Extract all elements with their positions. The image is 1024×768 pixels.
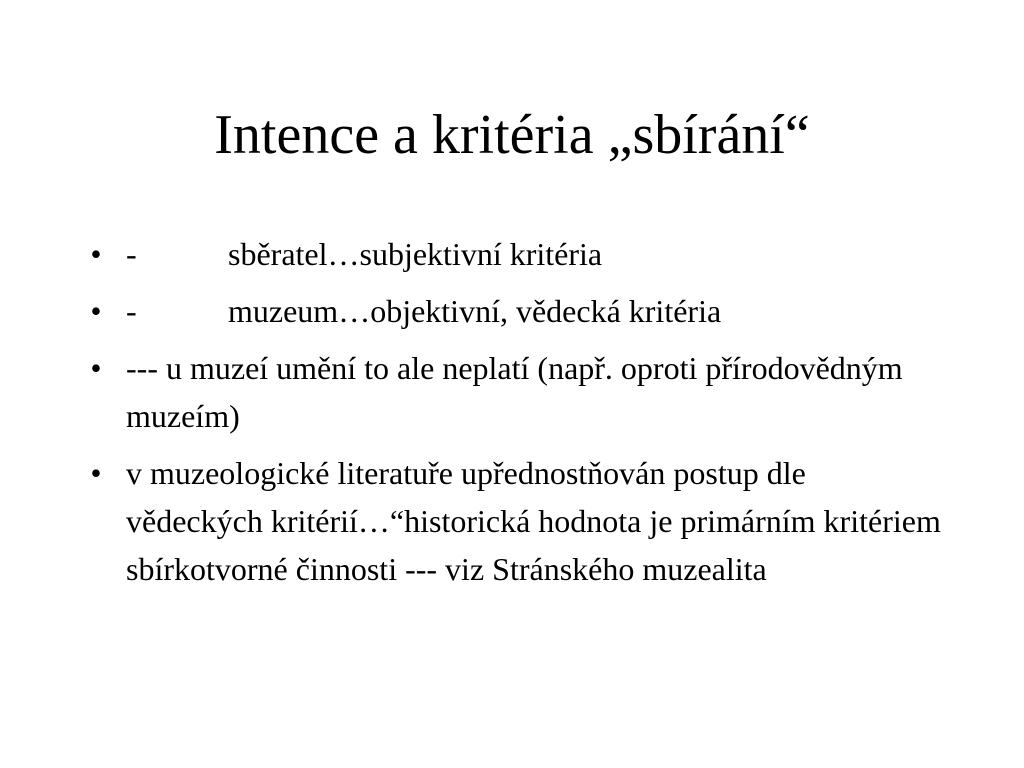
bullet-text bbox=[126, 230, 946, 278]
bullet-icon: • bbox=[90, 236, 102, 272]
bullet-content: muzeum…objektivní, vědecká kritéria bbox=[228, 293, 722, 329]
bullet-prefix: - bbox=[126, 236, 137, 272]
bullet-item bbox=[86, 449, 946, 593]
bullet-icon: • bbox=[90, 293, 102, 329]
bullet-item bbox=[86, 230, 946, 278]
bullet-list bbox=[86, 230, 946, 602]
bullet-icon: • bbox=[90, 455, 102, 491]
bullet-content: v muzeologické literatuře upřednostňován postup dle vědeckých kritérií…“historická hodnota je primárním kritériem sbírkotvorné činnosti --- viz Stránského muzealita bbox=[126, 455, 941, 587]
bullet-prefix: - bbox=[126, 293, 137, 329]
slide-title: Intence a kritéria „sbírání“ bbox=[214, 104, 810, 166]
bullet-content: sběratel…subjektivní kritéria bbox=[228, 236, 603, 272]
bullet-text bbox=[126, 287, 946, 335]
bullet-item bbox=[86, 344, 946, 440]
bullet-item bbox=[86, 287, 946, 335]
bullet-content: --- u muzeí umění to ale neplatí (např. oproti přírodovědným muzeím) bbox=[126, 350, 903, 434]
bullet-icon: • bbox=[90, 350, 102, 386]
